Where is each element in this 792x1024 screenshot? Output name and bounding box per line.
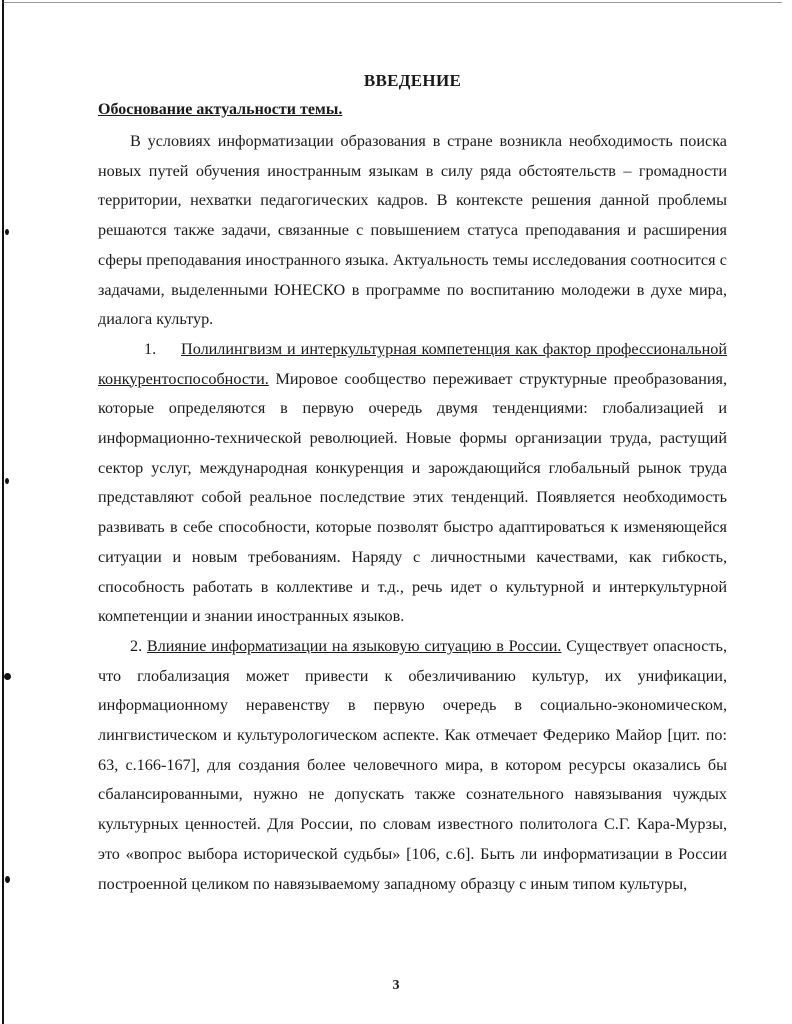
scan-mark xyxy=(5,229,9,235)
document-page xyxy=(98,64,727,899)
section-subheading: Обоснование актуальности темы. xyxy=(98,101,343,118)
paragraph-intro: В условиях информатизации образования в стране возникла необходимость поиска новых путей обучения иностранным языкам в силу ряда обстоятельств – громадности территории, нехватки педагогических кадров. В контексте решения данной проблемы решаются также задачи, связанные с повышением статуса преподавания и расширения сферы преподавания иностранного языка. Актуальность темы исследования соотносится с задачами, выделенными ЮНЕСКО в программе по воспитанию молодежи в духе мира, диалога культур. xyxy=(98,132,727,329)
list-item-2-text: Существует опасность, что глобализация может привести к обезличиванию культур, их унификации, информационному неравенству в первую очередь в социально-экономическом, лингвистическом и культурологическом аспекте. Как отмечает Федерико Майор [цит. по: 63, с.166-167], для создания более человечного мира, в котором ресурсы оказались бы сбалансированными, нужно не допускать также сознательного навязывания чуждых культурных ценностей. Для России, по словам известного политолога С.Г. Кара-Мурзы, это «вопрос выбора исторической судьбы» [106, с.6]. Быть ли информатизации в России построенной целиком по навязываемому западному образцу с иным типом культуры, xyxy=(98,636,727,893)
scan-mark xyxy=(5,876,10,883)
scan-border-top xyxy=(2,2,782,3)
list-item-1 xyxy=(98,335,727,632)
list-item-1-text: Мировое сообщество переживает структурные преобразования, которые определяются в первую очередь двумя тенденциями: глобализацией и информационно-технической революцией. Новые формы организации труда, растущий сектор услуг, международная конкуренция и зарождающийся глобальный рынок труда представляют собой реальное последствие этих тенденций. Появляется необходимость развивать в себе способности, которые позволят быстро адаптироваться к изменяющейся ситуации и новым требованиям. Наряду с личностными качествами, как гибкость, способность работать в коллективе и т.д., речь идет о культурной и интеркультурной компетенции и знании иностранных языков. xyxy=(98,369,728,626)
list-item-2-title: Влияние информатизации на языковую ситуацию в России. xyxy=(146,636,562,655)
scan-mark xyxy=(4,673,11,680)
scan-border-left xyxy=(2,0,4,1024)
page-number: 3 xyxy=(392,978,400,993)
list-item-1-number: 1. xyxy=(144,339,157,358)
list-item-2-number: 2. xyxy=(130,636,143,655)
scan-mark xyxy=(5,478,9,484)
list-item-2 xyxy=(98,632,727,899)
list-item-1-title: Полилингвизм и интеркультурная компетенция как фактор профессиональной конкурентоспособности. xyxy=(98,339,728,388)
page-title: ВВЕДЕНИЕ xyxy=(363,71,462,90)
